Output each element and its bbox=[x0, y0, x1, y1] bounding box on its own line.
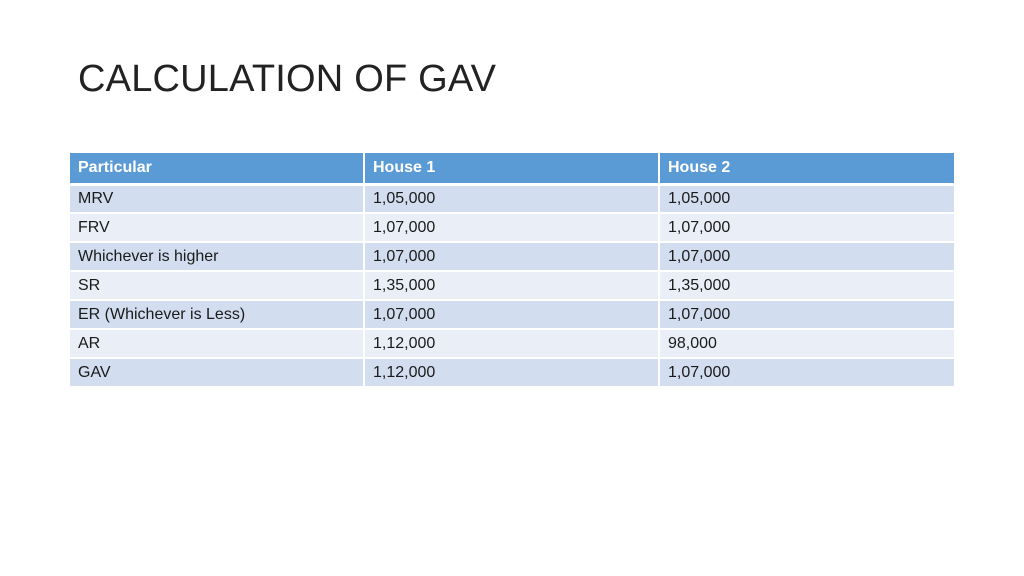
house-1-value: 1,12,000 bbox=[364, 329, 659, 358]
house-2-value: 1,35,000 bbox=[659, 271, 954, 300]
house-2-value: 1,07,000 bbox=[659, 213, 954, 242]
house-1-value: 1,35,000 bbox=[364, 271, 659, 300]
table-header-row bbox=[70, 153, 954, 184]
table-row bbox=[70, 358, 954, 387]
header-house-1: House 1 bbox=[364, 153, 659, 184]
header-house-2: House 2 bbox=[659, 153, 954, 184]
table-row bbox=[70, 329, 954, 358]
row-label: MRV bbox=[70, 184, 364, 213]
house-2-value: 1,05,000 bbox=[659, 184, 954, 213]
row-label: ER (Whichever is Less) bbox=[70, 300, 364, 329]
header-particular: Particular bbox=[70, 153, 364, 184]
row-label: FRV bbox=[70, 213, 364, 242]
house-1-value: 1,07,000 bbox=[364, 300, 659, 329]
house-1-value: 1,07,000 bbox=[364, 242, 659, 271]
house-1-value: 1,12,000 bbox=[364, 358, 659, 387]
gav-table bbox=[70, 153, 954, 388]
house-2-value: 98,000 bbox=[659, 329, 954, 358]
house-2-value: 1,07,000 bbox=[659, 358, 954, 387]
row-label: SR bbox=[70, 271, 364, 300]
row-label: GAV bbox=[70, 358, 364, 387]
table-row bbox=[70, 184, 954, 213]
table-row bbox=[70, 300, 954, 329]
house-1-value: 1,05,000 bbox=[364, 184, 659, 213]
slide-title: CALCULATION OF GAV bbox=[78, 58, 497, 100]
table-row bbox=[70, 213, 954, 242]
house-2-value: 1,07,000 bbox=[659, 300, 954, 329]
row-label: Whichever is higher bbox=[70, 242, 364, 271]
table-row bbox=[70, 271, 954, 300]
house-1-value: 1,07,000 bbox=[364, 213, 659, 242]
house-2-value: 1,07,000 bbox=[659, 242, 954, 271]
row-label: AR bbox=[70, 329, 364, 358]
table-row bbox=[70, 242, 954, 271]
